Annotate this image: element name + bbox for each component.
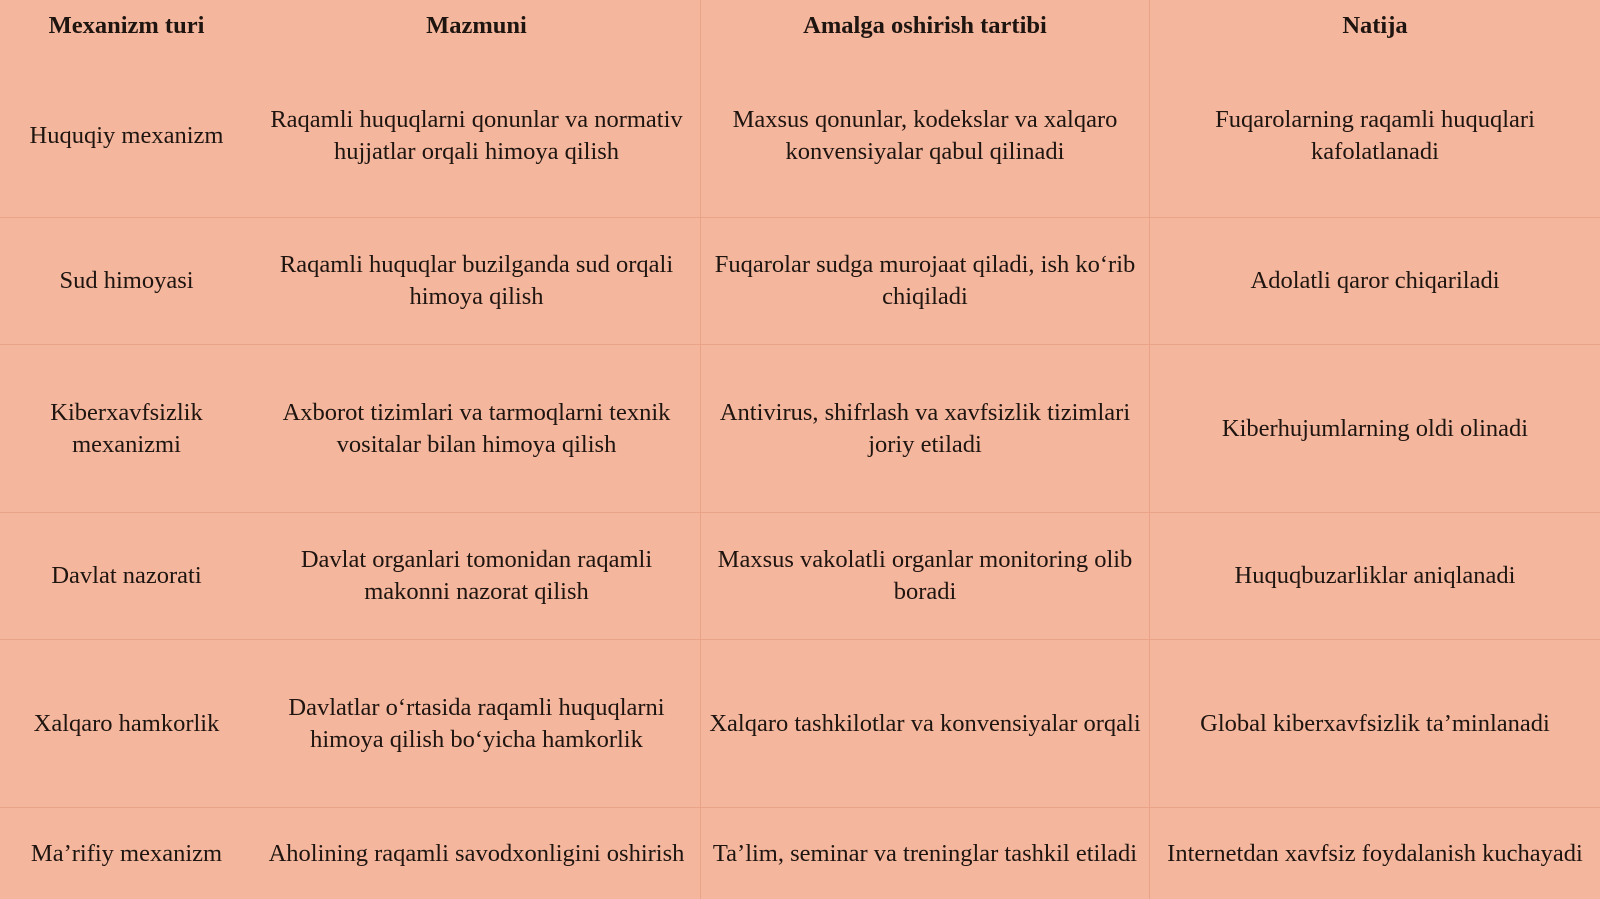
table-cell bbox=[0, 808, 253, 899]
cell-text: Fuqarolar sudga murojaat qiladi, ish ko‘rib chiqiladi bbox=[714, 251, 1136, 310]
cell-text: Maxsus qonunlar, kodekslar va xalqaro konvensiyalar qabul qilinadi bbox=[732, 106, 1118, 165]
table-cell bbox=[0, 218, 253, 345]
cell-text: Global kiberxavfsizlik ta’minlanadi bbox=[1200, 709, 1550, 737]
cell-text: Davlat organlari tomonidan raqamli makonni nazorat qilish bbox=[300, 546, 653, 605]
header-procedure bbox=[701, 0, 1150, 55]
cell-text: Kiberxavfsizlik mexanizmi bbox=[50, 398, 203, 458]
cell-text: Adolatli qaror chiqariladi bbox=[1250, 267, 1500, 294]
table-cell bbox=[701, 218, 1150, 345]
cell-text: Huquqiy mexanizm bbox=[29, 122, 224, 149]
cell-text: Ma’rifiy mexanizm bbox=[30, 839, 223, 867]
cell-text: Raqamli huquqlar buzilganda sud orqali himoya qilish bbox=[279, 251, 674, 310]
cell-text: Xalqaro hamkorlik bbox=[33, 709, 220, 737]
cell-text: Sud himoyasi bbox=[59, 267, 194, 294]
table-cell bbox=[1150, 640, 1600, 808]
cell-text: Raqamli huquqlarni qonunlar va normativ hujjatlar orqali himoya qilish bbox=[270, 106, 683, 165]
cell-text: Huquqbuzarliklar aniqlanadi bbox=[1234, 562, 1516, 589]
table-cell bbox=[253, 640, 701, 808]
table-cell bbox=[0, 55, 253, 218]
cell-text: Davlat nazorati bbox=[51, 562, 202, 589]
table-cell bbox=[1150, 808, 1600, 899]
header-label: Amalga oshirish tartibi bbox=[803, 12, 1047, 39]
cell-text: Aholining raqamli savodxonligini oshirish bbox=[268, 839, 685, 867]
header-content bbox=[253, 0, 701, 55]
cell-text: Fuqarolarning raqamli huquqlari kafolatlanadi bbox=[1215, 106, 1535, 165]
cell-text: Ta’lim, seminar va treninglar tashkil etiladi bbox=[712, 839, 1138, 867]
cell-text: Internetdan xavfsiz foydalanish kuchayadi bbox=[1167, 839, 1583, 867]
table-cell bbox=[701, 808, 1150, 899]
table-cell bbox=[0, 640, 253, 808]
cell-text: Axborot tizimlari va tarmoqlarni texnik vositalar bilan himoya qilish bbox=[282, 398, 671, 458]
table-cell bbox=[253, 808, 701, 899]
table-cell bbox=[0, 513, 253, 640]
table-cell bbox=[1150, 345, 1600, 513]
table-cell bbox=[701, 640, 1150, 808]
table-cell bbox=[701, 55, 1150, 218]
cell-text: Xalqaro tashkilotlar va konvensiyalar orqali bbox=[709, 709, 1141, 737]
cell-text: Antivirus, shifrlash va xavfsizlik tizimlari joriy etiladi bbox=[719, 398, 1131, 458]
cell-text: Maxsus vakolatli organlar monitoring olib boradi bbox=[717, 546, 1133, 605]
header-label: Mexanizm turi bbox=[48, 12, 205, 39]
table-cell bbox=[253, 345, 701, 513]
table-cell bbox=[0, 345, 253, 513]
table-cell bbox=[1150, 513, 1600, 640]
table-cell bbox=[701, 345, 1150, 513]
table-cell bbox=[253, 218, 701, 345]
table-cell bbox=[1150, 55, 1600, 218]
header-mechanism-type bbox=[0, 0, 253, 55]
cell-text: Davlatlar o‘rtasida raqamli huquqlarni himoya qilish bo‘yicha hamkorlik bbox=[288, 693, 665, 753]
table-cell bbox=[253, 55, 701, 218]
table-cell bbox=[253, 513, 701, 640]
header-result bbox=[1150, 0, 1600, 55]
cell-text: Kiberhujumlarning oldi olinadi bbox=[1221, 414, 1529, 442]
header-label: Mazmuni bbox=[426, 12, 527, 39]
table-cell bbox=[701, 513, 1150, 640]
table-cell bbox=[1150, 218, 1600, 345]
header-label: Natija bbox=[1342, 12, 1408, 39]
